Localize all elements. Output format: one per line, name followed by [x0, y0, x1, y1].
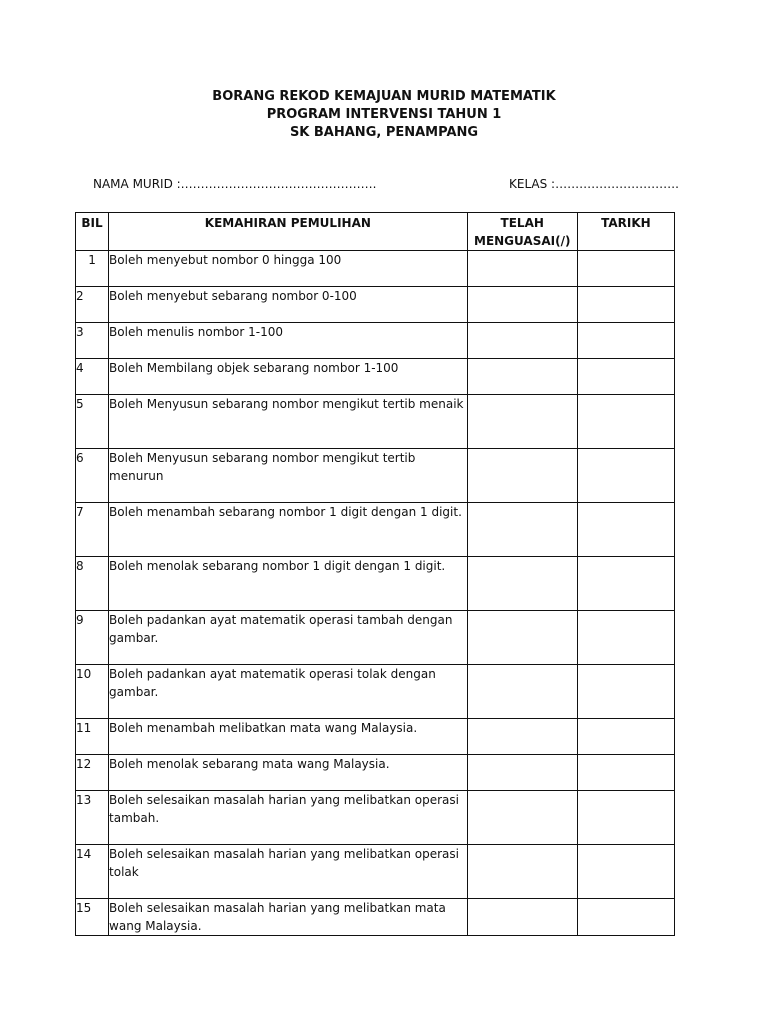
- mastered-cell[interactable]: [467, 755, 577, 791]
- date-cell[interactable]: [577, 449, 674, 503]
- student-info-row: [0, 177, 768, 195]
- skill-text: Boleh menulis nombor 1-100: [109, 323, 468, 359]
- table-row: [76, 449, 675, 503]
- row-number: 6: [76, 449, 109, 503]
- date-cell[interactable]: [577, 557, 674, 611]
- table-row: [76, 395, 675, 449]
- date-cell[interactable]: [577, 899, 674, 936]
- skill-text: Boleh Menyusun sebarang nombor mengikut tertib menurun: [109, 449, 468, 503]
- mastered-cell[interactable]: [467, 251, 577, 287]
- row-number: 7: [76, 503, 109, 557]
- row-number: 14: [76, 845, 109, 899]
- table-row: [76, 251, 675, 287]
- row-number: 1: [76, 251, 109, 287]
- table-row: [76, 791, 675, 845]
- table-row: [76, 665, 675, 719]
- mastered-cell[interactable]: [467, 449, 577, 503]
- document-title: [0, 88, 768, 142]
- table-row: [76, 899, 675, 936]
- table-row: [76, 359, 675, 395]
- skill-text: Boleh padankan ayat matematik operasi tambah dengan gambar.: [109, 611, 468, 665]
- mastered-cell[interactable]: [467, 791, 577, 845]
- header-telah-menguasai: [467, 213, 577, 251]
- skill-text: Boleh menyebut nombor 0 hingga 100: [109, 251, 468, 287]
- title-line-3: SK BAHANG, PENAMPANG: [289, 125, 479, 140]
- header-telah-line-1: TELAH: [500, 216, 544, 230]
- skill-text: Boleh Menyusun sebarang nombor mengikut tertib menaik: [109, 395, 468, 449]
- student-name-field[interactable]: NAMA MURID :………………………………………….: [93, 177, 377, 191]
- header-telah-line-2: MENGUASAI(/): [474, 234, 571, 248]
- date-cell[interactable]: [577, 719, 674, 755]
- title-line-1: BORANG REKOD KEMAJUAN MURID MATEMATIK: [212, 89, 556, 104]
- row-number: 4: [76, 359, 109, 395]
- skill-text: Boleh menolak sebarang nombor 1 digit dengan 1 digit.: [109, 557, 468, 611]
- mastered-cell[interactable]: [467, 395, 577, 449]
- row-number: 3: [76, 323, 109, 359]
- header-skill: KEMAHIRAN PEMULIHAN: [109, 213, 468, 251]
- mastered-cell[interactable]: [467, 323, 577, 359]
- mastered-cell[interactable]: [467, 719, 577, 755]
- date-cell[interactable]: [577, 755, 674, 791]
- date-cell[interactable]: [577, 791, 674, 845]
- mastered-cell[interactable]: [467, 503, 577, 557]
- mastered-cell[interactable]: [467, 611, 577, 665]
- skill-text: Boleh selesaikan masalah harian yang melibatkan operasi tambah.: [109, 791, 468, 845]
- skill-text: Boleh menambah melibatkan mata wang Malaysia.: [109, 719, 468, 755]
- table-row: [76, 503, 675, 557]
- table-row: [76, 557, 675, 611]
- date-cell[interactable]: [577, 845, 674, 899]
- table-row: [76, 845, 675, 899]
- date-cell[interactable]: [577, 665, 674, 719]
- skills-table: [75, 212, 675, 936]
- row-number: 15: [76, 899, 109, 936]
- row-number: 8: [76, 557, 109, 611]
- row-number: 12: [76, 755, 109, 791]
- mastered-cell[interactable]: [467, 557, 577, 611]
- skill-text: Boleh menyebut sebarang nombor 0-100: [109, 287, 468, 323]
- date-cell[interactable]: [577, 323, 674, 359]
- date-cell[interactable]: [577, 251, 674, 287]
- row-number: 5: [76, 395, 109, 449]
- row-number: 9: [76, 611, 109, 665]
- mastered-cell[interactable]: [467, 287, 577, 323]
- skill-text: Boleh menolak sebarang mata wang Malaysia.: [109, 755, 468, 791]
- table-row: [76, 611, 675, 665]
- date-cell[interactable]: [577, 287, 674, 323]
- table-header-row: [76, 213, 675, 251]
- skill-text: Boleh padankan ayat matematik operasi tolak dengan gambar.: [109, 665, 468, 719]
- mastered-cell[interactable]: [467, 899, 577, 936]
- table-row: [76, 287, 675, 323]
- header-tarikh: TARIKH: [577, 213, 674, 251]
- skill-text: Boleh selesaikan masalah harian yang melibatkan mata wang Malaysia.: [109, 899, 468, 936]
- date-cell[interactable]: [577, 611, 674, 665]
- header-bil: BIL: [76, 213, 109, 251]
- title-line-2: PROGRAM INTERVENSI TAHUN 1: [266, 107, 502, 122]
- mastered-cell[interactable]: [467, 359, 577, 395]
- class-field[interactable]: KELAS :………………………….: [509, 177, 679, 191]
- row-number: 13: [76, 791, 109, 845]
- mastered-cell[interactable]: [467, 845, 577, 899]
- row-number: 10: [76, 665, 109, 719]
- skill-text: Boleh menambah sebarang nombor 1 digit dengan 1 digit.: [109, 503, 468, 557]
- date-cell[interactable]: [577, 395, 674, 449]
- skill-text: Boleh Membilang objek sebarang nombor 1-100: [109, 359, 468, 395]
- date-cell[interactable]: [577, 359, 674, 395]
- table-row: [76, 755, 675, 791]
- date-cell[interactable]: [577, 503, 674, 557]
- row-number: 11: [76, 719, 109, 755]
- table-row: [76, 323, 675, 359]
- table-row: [76, 719, 675, 755]
- skill-text: Boleh selesaikan masalah harian yang melibatkan operasi tolak: [109, 845, 468, 899]
- row-number: 2: [76, 287, 109, 323]
- mastered-cell[interactable]: [467, 665, 577, 719]
